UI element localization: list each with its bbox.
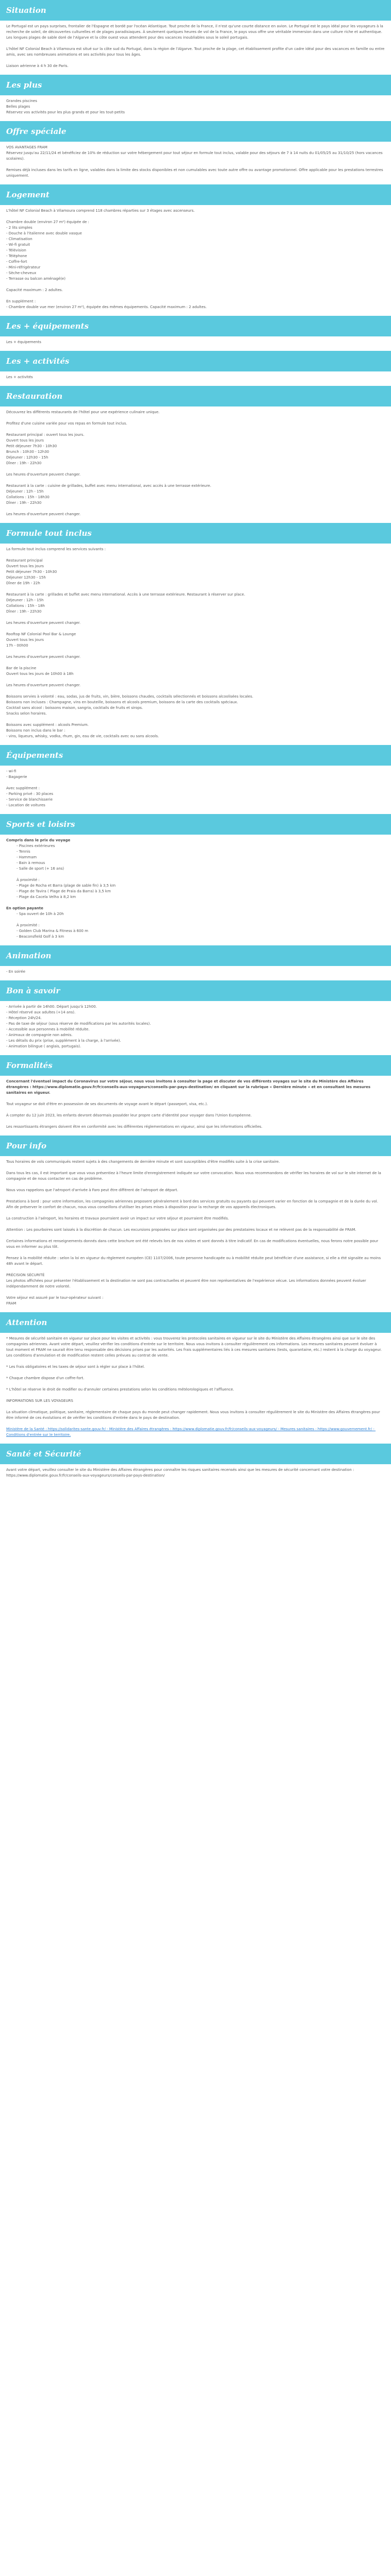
section-activ — [0, 371, 391, 380]
list-item: - Accessible aux personnes à mobilité réduite. — [6, 1027, 90, 1031]
list-item: Dîner : 19h - 22h30 — [6, 501, 42, 505]
section-attention — [0, 1333, 391, 1438]
paragraph: Les photos affichées pour présenter l'établissement et la destination ne sont pas contractuelles et peuvent être non représentatives de l'expérience vécue. Les informations données peuvent évoluer indépendamment de notre volonté. — [6, 1279, 367, 1289]
section-resto — [0, 406, 391, 517]
section-title-plus: Les plus — [0, 75, 391, 95]
section-title-equip: Les + équipements — [0, 316, 391, 336]
paragraph: INFORMATIONS SUR LES VOYAGEURS — [6, 1399, 73, 1403]
section-plus — [0, 95, 391, 115]
paragraph: Dans tous les cas, il est important que vous vous présentiez à l'heure limite d'enregistrement indiquée sur votre convocation. Nous vous recommandons de vérifier les horaires de vol sur le site internet de la compagnie et de nous contacter en cas de problème. — [6, 1171, 382, 1181]
section-title-sports: Sports et loisirs — [0, 814, 391, 835]
paragraph: Attention : Les pourboires sont laissés à la discrétion de chacun. Les excursions proposées sur place sont organisées par des prestataires locaux et ne relèvent pas de la responsabilité de FRAM. — [6, 1228, 356, 1232]
paragraph: Les heures d'ouverture peuvent changer. — [6, 472, 81, 477]
section-sante — [0, 1464, 391, 1479]
section-title-formalites: Formalités — [0, 1055, 391, 1076]
list-item: - Spa ouvert de 10h à 20h — [17, 912, 64, 916]
section-sports — [0, 835, 391, 940]
list-item: Ouvert tous les jours — [6, 438, 44, 443]
list-item: - Sèche-cheveux — [6, 271, 37, 275]
list-item: - Piscines extérieures — [17, 844, 55, 848]
paragraph: Liaison aérienne à 4 h 30 de Paris. — [6, 64, 69, 68]
subheading: En option payante — [6, 906, 43, 910]
list-item: - Animaux de compagnie non admis. — [6, 1033, 73, 1037]
paragraph: - En soirée — [6, 970, 26, 974]
section-title-attention: Attention — [0, 1312, 391, 1333]
paragraph: Les heures d'ouverture peuvent changer. — [6, 655, 81, 659]
section-title-offre: Offre spéciale — [0, 121, 391, 142]
list-item: - Pas de taxe de séjour (sous réserve de modifications par les autorités locales). — [6, 1022, 151, 1026]
paragraph: Les ressortissants étrangers doivent être en conformité avec les différentes réglementations en vigueur, ainsi que les informations officielles. — [6, 1125, 263, 1129]
list-item: Dîner de 19h - 22h — [6, 581, 40, 585]
list-item: - Salle de sport (+ 16 ans) — [17, 867, 64, 871]
section-title-animation: Animation — [0, 945, 391, 966]
section-offre — [0, 142, 391, 179]
paragraph: Capacité maximum : 2 adultes. — [6, 288, 63, 292]
list-item: Dîner : 19h - 22h30 — [6, 461, 42, 465]
paragraph: Prestations à bord : pour votre information, les compagnies aériennes proposent généralement à bord des services gratuits ou payants qui peuvent varier en fonction de la compagnie et de la durée du vol. Afin de préserver le confort de chacun, nous vous conseillons d'utiliser les prises mises à disposition pour la recharge de vos appareils électroniques. — [6, 1199, 380, 1209]
section-title-bonasavoir: Bon à savoir — [0, 980, 391, 1001]
section-title-equipements: Équipements — [0, 745, 391, 766]
list-item: - Golden Club Marina & Fitness à 600 m — [17, 929, 88, 933]
paragraph: L'hôtel NF Colonial Beach à Vilamoura est situé sur la côte sud du Portugal, dans la région de l'Algarve. Tout proche de la plage, cet établissement profite d'un cadre idéal pour des vacances en famille ou entre amis, avec ses nombreuses animations et ses activités pour tous les âges. — [6, 47, 386, 57]
list-item: Déjeuner : 12h30 - 15h — [6, 455, 48, 460]
section-formule — [0, 544, 391, 739]
paragraph: PRÉCISION SÉCURITÉ — [6, 1273, 45, 1277]
list-item: - Bain à remous — [17, 861, 45, 865]
section-logement — [0, 205, 391, 310]
section-title-logement: Logement — [0, 184, 391, 205]
info-link[interactable]: Ministère de la Santé : https://solidarites-sante.gouv.fr/ - Ministère des Affaires étrangères : https://www.diplomatie.gouv.fr/fr/conseils-aux-voyageurs/ - Mesures sanitaires : https://www.gouvernement.fr/ - Conditions d'entrée sur le territoire. — [6, 1427, 376, 1437]
paragraph: * Chaque chambre dispose d'un coffre-fort. — [6, 1376, 85, 1380]
list-item: - Animation bilingue ( anglais, portugais). — [6, 1044, 82, 1048]
section-animation — [0, 966, 391, 975]
paragraph: À compter du 12 juin 2023, les enfants devront désormais posséder leur propre carte d'identité pour voyager dans l'Union Européenne. — [6, 1113, 252, 1117]
paragraph: FRAM — [6, 1301, 17, 1306]
section-bonasavoir — [0, 1001, 391, 1049]
list-item: Ouvert tous les jours — [6, 564, 44, 568]
section-equipements — [0, 766, 391, 808]
list-item: - Parking privé : 30 places — [6, 792, 54, 796]
paragraph: Le Portugal est un pays surprises, frontalier de l'Espagne et bordé par l'océan Atlantique. Tout proche de la France, il n'est qu'une courte distance en avion. Le Portugal est le pays idéal pour les voyageurs à la recherche de soleil, de découvertes culturelles et de plages paradisiaques. À seulement quelques heures de vol de la France, le pays vous offre une véritable immersion dans une culture riche et authentique. Les longues plages de sable doré de l'Algarve et la côte ouest vous attendent pour des vacances inoubliables sous le soleil portugais. — [6, 24, 385, 40]
list-item: Déjeuner : 12h - 15h — [6, 598, 44, 602]
paragraph: - Chambre double vue mer (environ 27 m²), équipée des mêmes équipements. Capacité maximum : 2 adultes. — [6, 305, 207, 309]
paragraph: * Mesures de sécurité sanitaire en vigueur sur place pour les visites et activités : vous trouverez les protocoles sanitaires en vigueur sur le site du Ministère des Affaires étrangères ainsi que sur le site des compagnies aériennes. Avant votre départ, veuillez vérifier les conditions d'entrée sur le territoire. Nous vous invitons à consulter régulièrement ces informations. Les mesures sanitaires peuvent évoluer à tout moment et FRAM ne saurait être tenu responsable des décisions prises par les autorités. Les frais supplémentaires liés à ces mesures sanitaires (tests, quarantaine, etc.) restent à la charge du voyageur. Les conditions d'annulation et de modification restent celles prévues au contrat de vente. — [6, 1336, 383, 1358]
paragraph: Les heures d'ouverture peuvent changer. — [6, 621, 81, 625]
paragraph: Tous horaires de vols communiqués restent sujets à des changements de dernière minute et sont susceptibles d'être modifiés suite à la crise sanitaire. — [6, 1160, 280, 1164]
subheading: Compris dans le prix du voyage — [6, 838, 71, 842]
section-equip — [0, 336, 391, 345]
list-item: - Les détails du prix (prise, supplément à la charge, à l'arrivée). — [6, 1039, 121, 1043]
paragraph: Découvrez les différents restaurants de l'hôtel pour une expérience culinaire unique. — [6, 410, 160, 414]
list-item: - Téléphone — [6, 254, 27, 258]
paragraph: Réservez jusqu'au 22/11/24 et bénéficiez de 10% de réduction sur votre hébergement pour tout séjour en formule tout inclus, valable pour des séjours de 7 à 14 nuits du 01/05/25 au 31/10/25 (hors vacances scolaires). — [6, 151, 384, 161]
list-item: - Télévision — [6, 248, 26, 252]
paragraph: À proximité : — [17, 878, 40, 882]
list-item: - Douche à l'italienne avec double vasque — [6, 231, 82, 235]
list-item: - Arrivée à partir de 14h00. Départ jusqu'à 12h00. — [6, 1005, 97, 1009]
paragraph: Profitez d'une cuisine variée pour vos repas en formule tout inclus. — [6, 421, 127, 426]
list-item: Ouvert tous les jours — [6, 638, 44, 642]
list-item: - Wi-fi gratuit — [6, 243, 30, 247]
list-item: - Plage de Rocha et Barra (plage de sable fin) à 3,5 km — [17, 884, 116, 888]
paragraph: L'hôtel NF Colonial Beach à Vilamoura comprend 118 chambres réparties sur 3 étages avec ascenseurs. — [6, 209, 195, 213]
paragraph: Remises déjà incluses dans les tarifs en ligne, valables dans la limite des stocks disponibles et non cumulables avec toute autre offre ou avantage promotionnel. Offre applicable pour les prestations terrestres uniquement. — [6, 168, 384, 178]
paragraph: À proximité : — [17, 923, 40, 927]
list-item: Belles plages — [6, 105, 30, 109]
paragraph: Restaurant principal : ouvert tous les jours. — [6, 433, 85, 437]
list-item: - Beaconsfield Golf à 3 km — [17, 935, 64, 939]
list-item: - Plage da Cacela Velha à 8,2 km — [17, 895, 76, 899]
paragraph: Avec supplément : — [6, 786, 40, 790]
paragraph: Boissons non incluses : Champagne, vins en bouteille, boissons et alcools premium, boissons de la carte des cocktails spéciaux. — [6, 700, 238, 704]
list-item: - Coffre-fort — [6, 260, 27, 264]
paragraph: Rooftop NF Colonial Pool Bar & Lounge — [6, 632, 76, 636]
paragraph: Nous vous rappelons que l'aéroport d'arrivée à Faro peut être différent de l'aéroport de départ. — [6, 1188, 178, 1192]
list-item: - Mini-réfrigérateur — [6, 265, 41, 269]
paragraph: La formule tout inclus comprend les services suivants : — [6, 547, 106, 551]
list-item: Déjeuner 12h30 - 15h — [6, 575, 46, 580]
list-item: 17h - 00h00 — [6, 643, 28, 648]
paragraph: Bar de la piscine — [6, 666, 37, 670]
list-item: Petit déjeuner 7h30 - 10h30 — [6, 444, 57, 448]
paragraph: Boissons avec supplément : alcools Premium. — [6, 723, 89, 727]
paragraph: Boissons non inclus dans le bar : — [6, 728, 66, 733]
list-item: - Service de blanchisserie — [6, 798, 53, 802]
paragraph: Votre séjour est assuré par le tour-opérateur suivant : — [6, 1296, 104, 1300]
list-item: Grandes piscines — [6, 99, 37, 103]
section-formalites — [0, 1076, 391, 1130]
section-title-formule: Formule tout inclus — [0, 523, 391, 544]
section-title-activ: Les + activités — [0, 351, 391, 371]
section-situation — [0, 21, 391, 69]
section-title-situation: Situation — [0, 0, 391, 21]
paragraph: Pensez à la mobilité réduite : selon la loi en vigueur du règlement européen (CE) 1107/2006, toute personne handicapée ou à mobilité réduite peut bénéficier d'une assistance, si elle a été signalée au moins 48h avant le départ. — [6, 1256, 382, 1266]
paragraph: Restaurant à la carte : grillades et buffet avec menu international. Accès à une terrasse extérieure. Restaurant à réserver sur place. — [6, 592, 246, 597]
list-item: Collations : 15h - 18h — [6, 604, 45, 608]
section-title-sante: Santé et Sécurité — [0, 1444, 391, 1464]
list-item: - Plage de Tavira ( Plage de Praia da Barra) à 3,5 km — [17, 889, 111, 893]
list-item: - Réception 24h/24. — [6, 1016, 42, 1020]
paragraph: Les heures d'ouverture peuvent changer. — [6, 512, 81, 516]
paragraph: * Les frais obligatoires et les taxes de séjour sont à régler sur place à l'hôtel. — [6, 1365, 145, 1369]
paragraph: Boissons servies à volonté : eau, sodas, jus de fruits, vin, bière, boissons chaudes, cocktails sélectionnés et boissons alcoolisées locales. — [6, 694, 253, 699]
paragraph: VOS AVANTAGES FRAM — [6, 145, 47, 149]
paragraph: La construction à l'aéroport, les horaires et travaux pourraient avoir un impact sur votre séjour et pourraient être modifiés. — [6, 1216, 229, 1221]
list-item: Restaurant principal — [6, 558, 43, 563]
paragraph: Les heures d'ouverture peuvent changer. — [6, 683, 81, 687]
paragraph: Restaurant à la carte : cuisine de grillades, buffet avec menu international, avec accès à une terrasse extérieure. — [6, 484, 211, 488]
list-item: - 2 lits simples — [6, 226, 32, 230]
paragraph: Certaines informations et renseignements donnés dans cette brochure ont été relevés lors de nos visites et sont donnés à titre indicatif. En cas de modifications éventuelles, nous ferons notre possible pour vous en informer au plus tôt. — [6, 1239, 380, 1249]
paragraph: Avant votre départ, veuillez consulter le site du Ministère des Affaires étrangères pour connaître les risques sanitaires recensés ainsi que les mesures de sécurité concernant votre destination : https://www.diplomatie.gouv.fr/fr/conseils-aux-voyageurs/conseils-par-pays-destination/ — [6, 1468, 355, 1478]
list-item: - wi-fi — [6, 769, 17, 773]
list-item: - Hammam — [17, 855, 37, 859]
list-item: Déjeuner : 12h - 15h — [6, 489, 44, 494]
list-item: Brunch : 10h30 - 12h30 — [6, 450, 50, 454]
list-item: - Climatisation — [6, 237, 32, 241]
list-item: - Location de voitures — [6, 803, 45, 807]
list-item: - Terrasse ou balcon aménagé(e) — [6, 277, 66, 281]
paragraph: * L'hôtel se réserve le droit de modifier ou d'annuler certaines prestations selon les conditions météorologiques et l'affluence. — [6, 1387, 234, 1392]
section-title-resto: Restauration — [0, 386, 391, 406]
list-item: Petit déjeuner 7h30 - 10h30 — [6, 570, 57, 574]
list-item: Ouvert tous les jours de 10h00 à 18h — [6, 672, 74, 676]
list-item: - Tennis — [17, 850, 30, 854]
paragraph: Tout voyageur se doit d'être en possession de ses documents de voyage avant le départ (passeport, visa, etc.). — [6, 1102, 208, 1106]
paragraph: Les + activités — [6, 375, 33, 379]
paragraph: Chambre double (environ 27 m²) équipée de : — [6, 220, 89, 224]
section-pourinfo — [0, 1156, 391, 1307]
list-item: - Bagagerie — [6, 775, 27, 779]
paragraph: - vins, liqueurs, whisky, vodka, rhum, gin, eau de vie, cocktails avec ou sans alcools. — [6, 734, 159, 738]
paragraph: En supplément : — [6, 299, 36, 303]
list-item: Dîner : 19h - 22h30 — [6, 609, 42, 614]
section-title-pourinfo: Pour info — [0, 1136, 391, 1156]
list-item: - Hôtel réservé aux adultes (+14 ans). — [6, 1010, 76, 1014]
paragraph: Les + équipements — [6, 340, 41, 344]
paragraph: Cocktail sans alcool : boissons maison, sangria, cocktails de fruits et sirops. — [6, 706, 143, 710]
list-item: Réservez vos activités pour les plus grands et pour les tout-petits — [6, 110, 125, 114]
paragraph: Snacks selon horaires. — [6, 711, 47, 716]
paragraph: Concernant l'éventuel impact du Coronavirus sur votre séjour, nous vous invitons à consulter la page et discuter de vos différents voyages sur le site du Ministère des Affaires étrangères : https://www.diplomatie.gouv.fr/fr/conseils-aux-voyageurs/conseils-par-pays-destination/ en cliquant sur la rubrique « Dernière minute » et en consultant les mesures sanitaires en vigueur. — [6, 1079, 372, 1095]
paragraph: La situation climatique, politique, sanitaire, réglementaire de chaque pays du monde peut changer rapidement. Nous vous invitons à consulter régulièrement le site du Ministère des Affaires étrangères pour être informé de ces évolutions et de vérifier les conditions d'entrée dans le pays de destination. — [6, 1410, 381, 1420]
list-item: Collations : 15h - 18h30 — [6, 495, 50, 499]
